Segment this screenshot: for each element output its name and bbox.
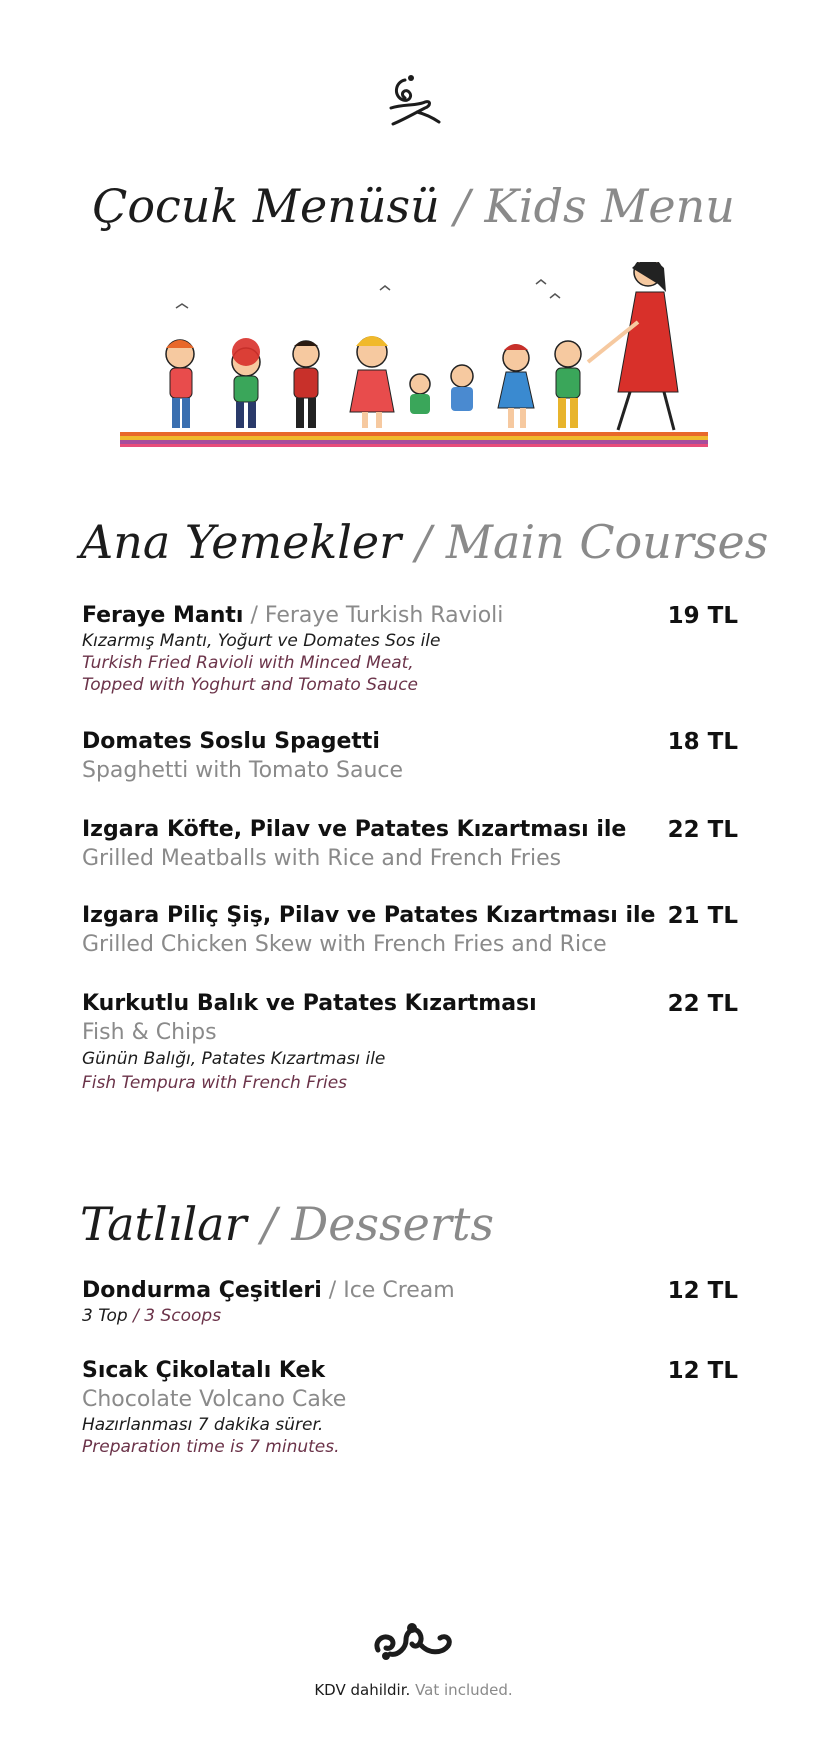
kids-menu-heading bbox=[0, 178, 827, 234]
item-desc-en: Turkish Fried Ravioli with Minced Meat, bbox=[82, 653, 414, 673]
kids-holding-hands-illustration bbox=[118, 262, 710, 454]
item-desc-tr: 3 Top bbox=[82, 1306, 128, 1326]
vat-note-en: Vat included. bbox=[415, 1681, 513, 1699]
swirl-logo-icon bbox=[373, 68, 453, 128]
item-desc-tr: Günün Balığı, Patates Kızartması ile bbox=[82, 1049, 386, 1069]
menu-item-title: Kurkutlu Balık ve Patates Kızartması bbox=[82, 991, 537, 1016]
item-name-en: Grilled Meatballs with Rice and French Fries bbox=[82, 846, 562, 871]
item-price: 19 TL bbox=[667, 603, 738, 629]
item-price: 22 TL bbox=[667, 991, 738, 1017]
vat-note bbox=[0, 1680, 827, 1700]
main-courses-title-en: Main Courses bbox=[445, 515, 769, 569]
menu-item-title: Izgara Piliç Şiş, Pilav ve Patates Kızartması ile bbox=[82, 903, 656, 928]
item-desc-en: 3 Scoops bbox=[144, 1306, 222, 1326]
desserts-title-tr: Tatlılar bbox=[80, 1197, 247, 1251]
item-price: 18 TL bbox=[667, 729, 738, 755]
item-name-en: Chocolate Volcano Cake bbox=[82, 1387, 347, 1412]
item-desc-en: Preparation time is 7 minutes. bbox=[82, 1437, 340, 1457]
main-courses-heading bbox=[80, 514, 768, 570]
item-name-en: Feraye Turkish Ravioli bbox=[264, 603, 504, 628]
menu-item-title bbox=[82, 1277, 455, 1305]
item-desc-en: Fish Tempura with French Fries bbox=[82, 1073, 348, 1093]
item-name-separator: / bbox=[243, 603, 265, 628]
desserts-heading bbox=[80, 1196, 494, 1252]
item-name-separator: / bbox=[321, 1278, 344, 1303]
desserts-title-en: Desserts bbox=[291, 1197, 494, 1251]
item-desc-tr: Kızarmış Mantı, Yoğurt ve Domates Sos ile bbox=[82, 631, 441, 651]
main-courses-title-tr: Ana Yemekler bbox=[80, 515, 402, 569]
vat-note-tr: KDV dahildir. bbox=[314, 1681, 411, 1699]
item-desc-en: Topped with Yoghurt and Tomato Sauce bbox=[82, 675, 419, 695]
item-price: 12 TL bbox=[667, 1358, 738, 1384]
item-desc bbox=[82, 1305, 221, 1327]
desserts-separator: / bbox=[246, 1197, 292, 1251]
item-price: 21 TL bbox=[667, 903, 738, 929]
menu-item-title bbox=[82, 602, 503, 630]
main-courses-separator: / bbox=[401, 515, 446, 569]
item-price: 12 TL bbox=[667, 1278, 738, 1304]
menu-item-title: Izgara Köfte, Pilav ve Patates Kızartması ile bbox=[82, 817, 627, 842]
menu-item-title: Sıcak Çikolatalı Kek bbox=[82, 1358, 326, 1383]
menu-item-title: Domates Soslu Spagetti bbox=[82, 729, 380, 754]
kids-menu-title-tr: Çocuk Menüsü bbox=[92, 179, 440, 233]
item-name-en: Ice Cream bbox=[343, 1278, 455, 1303]
item-price: 22 TL bbox=[667, 817, 738, 843]
item-name-en: Grilled Chicken Skew with French Fries and Rice bbox=[82, 932, 607, 957]
item-name-en: Spaghetti with Tomato Sauce bbox=[82, 758, 404, 783]
item-desc-tr: Hazırlanması 7 dakika sürer. bbox=[82, 1415, 324, 1435]
item-desc-separator: / bbox=[127, 1306, 145, 1326]
kids-menu-separator: / bbox=[439, 179, 485, 233]
item-name-tr: Dondurma Çeşitleri bbox=[82, 1278, 322, 1303]
kids-menu-title-en: Kids Menu bbox=[484, 179, 735, 233]
item-name-en: Fish & Chips bbox=[82, 1020, 217, 1045]
item-name-tr: Feraye Mantı bbox=[82, 603, 244, 628]
flourish-ornament-icon bbox=[372, 1620, 454, 1664]
